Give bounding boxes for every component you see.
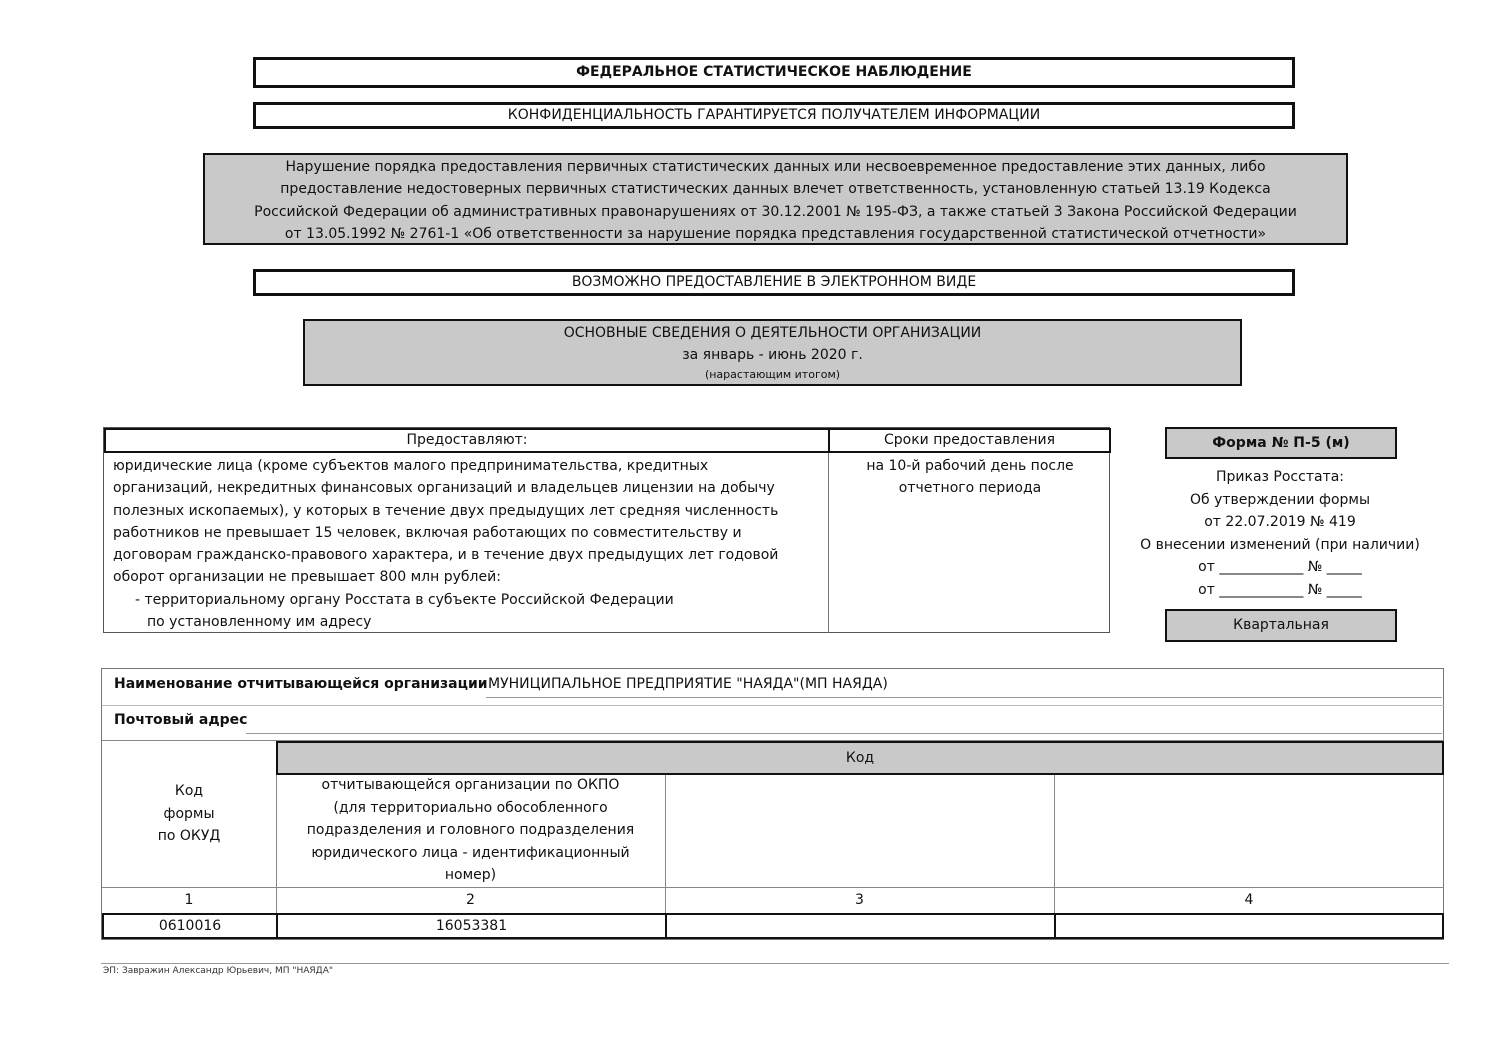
okpo-code-value: 16053381 xyxy=(435,918,508,934)
who-line: полезных ископаемых), у которых в течение двух предыдущих лет средняя численность xyxy=(113,502,779,519)
org-name-underline xyxy=(486,697,1442,698)
confidentiality-text: КОНФИДЕНЦИАЛЬНОСТЬ ГАРАНТИРУЕТСЯ ПОЛУЧАТЕЛЕМ ИНФОРМАЦИИ xyxy=(507,107,1041,123)
form-number-badge: Форма № П-5 (м) xyxy=(1165,427,1397,459)
col-header-who: Предоставляют: xyxy=(104,428,830,453)
org-name-value: МУНИЦИПАЛЬНОЕ ПРЕДПРИЯТИЕ "НАЯДА"(МП НАЯДА) xyxy=(488,676,888,692)
okud-label-line: Код xyxy=(174,783,204,799)
org-name-label: Наименование отчитывающейся организации xyxy=(114,676,488,692)
okud-label-line: формы xyxy=(163,805,215,822)
who-description xyxy=(113,455,813,633)
electronic-submission-text: ВОЗМОЖНО ПРЕДОСТАВЛЕНИЕ В ЭЛЕКТРОННОМ ВИДЕ xyxy=(571,274,977,290)
code-value-4 xyxy=(1056,915,1442,937)
report-period: за январь - июнь 2020 г. xyxy=(682,347,863,363)
address-label: Почтовый адрес xyxy=(114,712,248,728)
confidentiality-banner xyxy=(253,102,1295,129)
footer-divider xyxy=(101,963,1449,964)
column-number: 4 xyxy=(1244,892,1254,908)
column-number: 2 xyxy=(466,892,475,908)
who-line: договорам гражданско-правового характера, и в течение двух предыдущих лет годовой xyxy=(113,547,779,564)
codes-table xyxy=(102,741,1444,939)
warning-line-2: предоставление недостоверных первичных статистических данных влечет ответственность, установленную статьей 13.19 Кодекса xyxy=(280,181,1271,198)
who-line: юридические лица (кроме субъектов малого предпринимательства, кредитных xyxy=(113,458,709,474)
code-value-3 xyxy=(667,915,1054,937)
address-row xyxy=(102,705,1443,741)
okpo-label-line: (для территориально обособленного xyxy=(333,799,608,816)
order-line: Об утверждении формы xyxy=(1189,491,1371,508)
rosstat-order-info xyxy=(1130,466,1430,601)
form-title-box xyxy=(303,319,1242,386)
okpo-label-line: юридического лица - идентификационный xyxy=(311,844,630,861)
code-header: Код xyxy=(276,741,1444,775)
column-divider xyxy=(828,453,829,633)
order-line: Приказ Росстата: xyxy=(1215,469,1345,485)
federal-observation-banner xyxy=(253,57,1295,88)
cumulative-note: (нарастающим итогом) xyxy=(704,368,841,381)
form-title: ОСНОВНЫЕ СВЕДЕНИЯ О ДЕЯТЕЛЬНОСТИ ОРГАНИЗАЦИИ xyxy=(563,325,982,341)
okpo-label xyxy=(276,774,665,887)
col-header-when: Сроки предоставления xyxy=(828,428,1111,453)
order-line: от ____________ № _____ xyxy=(1198,559,1362,575)
who-line: работников не превышает 15 человек, включая работающих по совместительству и xyxy=(113,524,742,541)
okud-code-value: 0610016 xyxy=(158,918,222,934)
okpo-label-line: подразделения и головного подразделения xyxy=(306,822,635,838)
order-line: от 22.07.2019 № 419 xyxy=(1204,514,1356,530)
who-line: организаций, некредитных финансовых организаций и владельцев лицензии на добычу xyxy=(113,480,775,497)
deadline-line: на 10-й рабочий день после xyxy=(866,458,1074,474)
warning-line-3: Российской Федерации об административных правонарушениях от 30.12.2001 № 195-ФЗ, а также статьей 3 Закона Российской Федерации xyxy=(254,203,1297,220)
federal-observation-text: ФЕДЕРАЛЬНОЕ СТАТИСТИЧЕСКОЕ НАБЛЮДЕНИЕ xyxy=(576,64,972,80)
okpo-label-line: номер) xyxy=(444,867,497,883)
org-name-row xyxy=(102,669,1443,705)
okud-label-line: по ОКУД xyxy=(157,828,221,844)
who-sub-line: по установленному им адресу xyxy=(147,614,372,631)
warning-line-4: от 13.05.1992 № 2761-1 «Об ответственности за нарушение порядка представления государственной статистической отчетности» xyxy=(284,225,1267,242)
okud-label xyxy=(102,780,276,848)
column-number: 3 xyxy=(855,892,864,908)
deadline-line: отчетного периода xyxy=(898,480,1042,497)
electronic-submission-banner xyxy=(253,269,1295,296)
order-line: О внесении изменений (при наличии) xyxy=(1140,536,1420,553)
order-line: от ____________ № _____ xyxy=(1198,581,1362,598)
who-line: оборот организации не превышает 800 млн рублей: xyxy=(113,569,501,586)
address-underline xyxy=(246,733,1442,734)
deadline-text xyxy=(830,455,1110,500)
okpo-label-line: отчитывающейся организации по ОКПО xyxy=(321,777,620,793)
liability-warning xyxy=(203,153,1348,245)
column-number: 1 xyxy=(184,892,194,908)
periodicity-badge: Квартальная xyxy=(1165,609,1397,642)
organization-block xyxy=(101,668,1444,940)
code-values-row xyxy=(102,913,1444,939)
submission-table xyxy=(103,427,1110,633)
electronic-signature: ЭП: Завражин Александр Юрьевич, МП "НАЯДА" xyxy=(103,966,333,976)
who-sub-line: - территориальному органу Росстата в субъекте Российской Федерации xyxy=(135,591,674,608)
warning-line-1: Нарушение порядка предоставления первичных статистических данных или несвоевременное предоставление этих данных, либо xyxy=(285,159,1266,175)
